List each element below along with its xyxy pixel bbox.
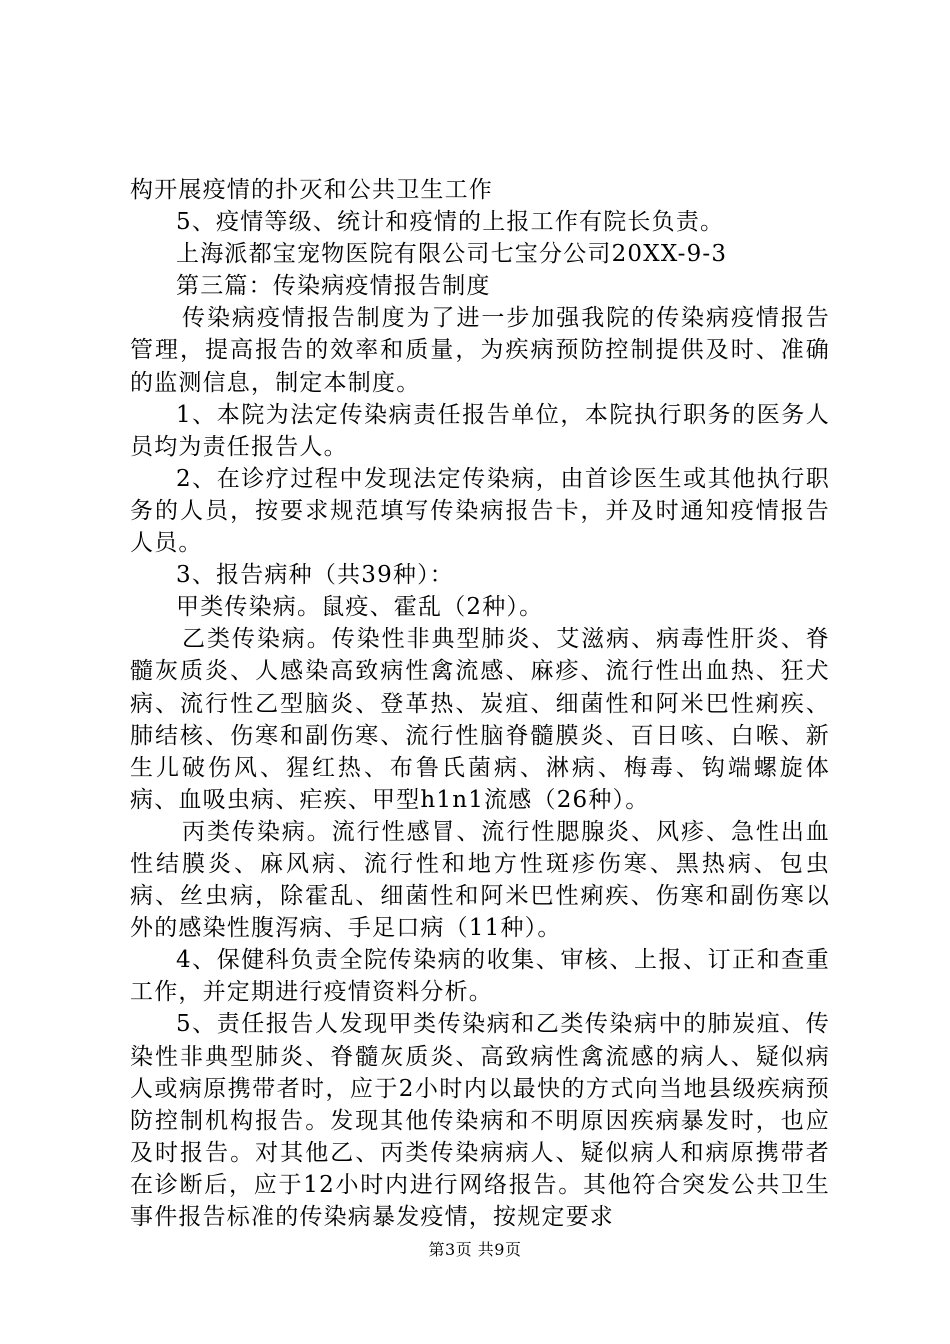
paragraph-class-a: 甲类传染病。鼠疫、霍乱（2种）。 xyxy=(176,594,544,621)
paragraph-item-3: 3、报告病种（共39种）： xyxy=(176,562,454,589)
paragraph-item-1: 1、本院为法定传染病责任报告单位，本院执行职务的医务人员均为责任报告人。 xyxy=(130,401,830,460)
paragraph-intro: 传染病疫情报告制度为了进一步加强我院的传染病疫情报告管理，提高报告的效率和质量，为疾病预防控制提供及时、准确的监测信息，制定本制度。 xyxy=(130,305,830,396)
paragraph-class-b: 乙类传染病。传染性非典型肺炎、艾滋病、病毒性肝炎、脊髓灰质炎、人感染高致病性禽流感、麻疹、流行性出血热、狂犬病、流行性乙型脑炎、登革热、炭疽、细菌性和阿米巴性痢疾、肺结核、伤寒和副伤寒、流行性脑脊髓膜炎、百日咳、白喉、新生儿破伤风、猩红热、布鲁氏菌病、淋病、梅毒、钩端螺旋体病、血吸虫病、疟疾、甲型h1n1流感（26种）。 xyxy=(130,626,830,813)
paragraph-item-5: 5、责任报告人发现甲类传染病和乙类传染病中的肺炭疽、传染性非典型肺炎、脊髓灰质炎、高致病性禽流感的病人、疑似病人或病原携带者时，应于2小时内以最快的方式向当地县级疾病预防控制机构报告。发现其他传染病和不明原因疾病暴发时，也应及时报告。对其他乙、丙类传染病病人、疑似病人和病原携带者在诊断后，应于12小时内进行网络报告。其他符合突发公共卫生事件报告标准的传染病暴发疫情，按规定要求 xyxy=(130,1011,830,1230)
section-heading: 第三篇：传染病疫情报告制度 xyxy=(176,273,491,300)
paragraph-signature-date: 上海派都宝宠物医院有限公司七宝分公司20XX-9-3 xyxy=(176,241,728,268)
paragraph-class-c: 丙类传染病。流行性感冒、流行性腮腺炎、风疹、急性出血性结膜炎、麻风病、流行性和地方性斑疹伤寒、黑热病、包虫病、丝虫病，除霍乱、细菌性和阿米巴性痢疾、伤寒和副伤寒以外的感染性腹泻病、手足口病（11种）。 xyxy=(130,818,830,942)
page-number-label: 第3页 共9页 xyxy=(428,1240,522,1259)
paragraph-item-4: 4、保健科负责全院传染病的收集、审核、上报、订正和查重工作，并定期进行疫情资料分析。 xyxy=(130,947,830,1006)
page-footer xyxy=(0,1237,950,1260)
document-body xyxy=(130,174,830,1233)
paragraph-item-5-reporting: 5、疫情等级、统计和疫情的上报工作有院长负责。 xyxy=(176,209,725,236)
paragraph-item-2: 2、在诊疗过程中发现法定传染病，由首诊医生或其他执行职务的人员，按要求规范填写传染病报告卡，并及时通知疫情报告人员。 xyxy=(130,465,830,557)
paragraph-continuation: 构开展疫情的扑灭和公共卫生工作 xyxy=(130,177,493,203)
